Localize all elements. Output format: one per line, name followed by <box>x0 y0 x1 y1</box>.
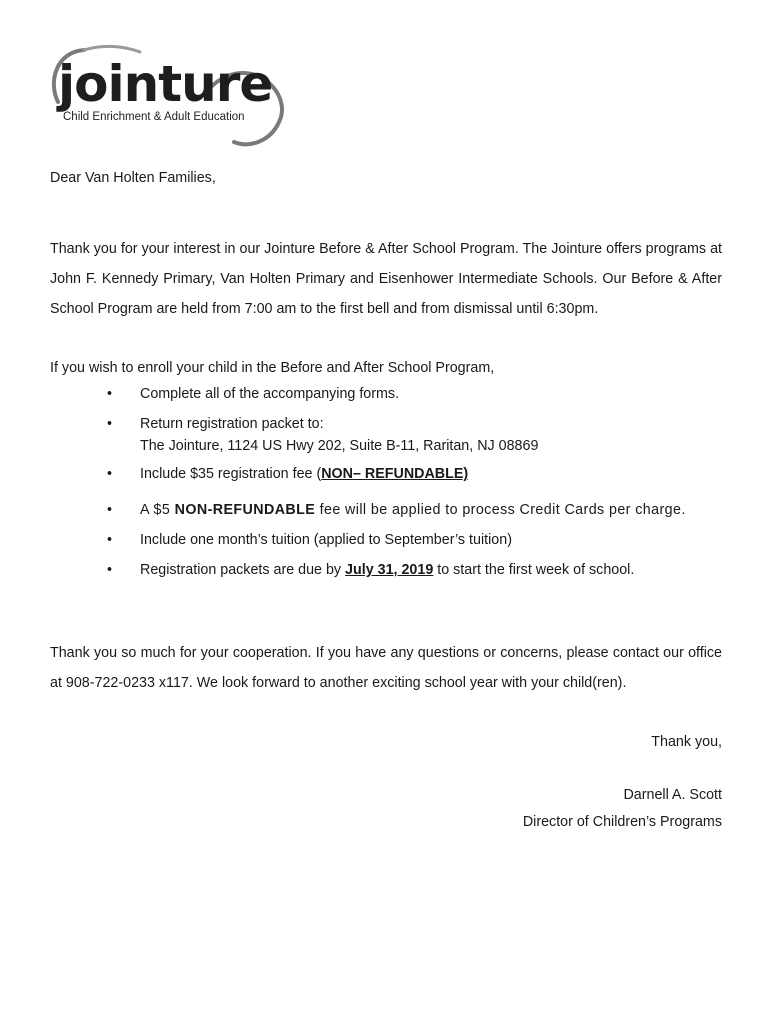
bullet-marker: • <box>107 562 113 578</box>
signer-title: Director of Children’s Programs <box>522 814 722 830</box>
bullet-marker: • <box>107 416 113 432</box>
list-item: Return registration packet to: <box>140 416 324 432</box>
list-item-text: Registration packets are due by <box>140 562 346 578</box>
due-date: July 31, 2019 <box>345 562 434 578</box>
logo-subtitle: Child Enrichment & Adult Education <box>63 111 245 123</box>
list-item-text: Include $35 registration fee ( <box>140 466 322 482</box>
intro-paragraph: Thank you for your interest in our Jointure Before & After School Program. The Jointure offers programs at John F. Kennedy Primary, Van Holten Primary and Eisenhower Intermediate Schools. Our Before & After School Program are held from 7:00 am to the first bell and from dismissal until 6:30pm. <box>50 241 722 317</box>
bullet-marker: • <box>107 386 113 402</box>
closing-salutation: Thank you, <box>651 734 722 750</box>
list-item-text: to start the first week of school. <box>433 562 635 578</box>
bullet-marker: • <box>107 532 113 548</box>
list-item-text: A $5 <box>140 502 175 518</box>
signer-name: Darnell A. Scott <box>623 787 722 803</box>
list-item <box>140 466 468 482</box>
list-item-text: fee will be applied to process Credit Cards per charge. <box>315 502 686 518</box>
list-item-address: The Jointure, 1124 US Hwy 202, Suite B-11, Raritan, NJ 08869 <box>140 438 539 454</box>
non-refundable-emphasis: NON– REFUNDABLE) <box>321 466 469 482</box>
list-item <box>140 562 634 578</box>
bullet-marker: • <box>107 466 113 482</box>
closing-paragraph: Thank you so much for your cooperation. If you have any questions or concerns, please contact our office at 908-722-0233 x117. We look forward to another exciting school year with your child(ren). <box>50 645 722 691</box>
logo-wordmark: jointure <box>58 55 273 113</box>
greeting: Dear Van Holten Families, <box>50 170 216 186</box>
list-item: Complete all of the accompanying forms. <box>140 386 400 402</box>
enroll-intro: If you wish to enroll your child in the Before and After School Program, <box>50 360 495 376</box>
list-item <box>140 502 686 518</box>
bullet-marker: • <box>107 502 113 518</box>
jointure-logo <box>44 42 294 152</box>
non-refundable-emphasis: NON-REFUNDABLE <box>174 502 316 518</box>
list-item: Include one month’s tuition (applied to September’s tuition) <box>140 532 512 548</box>
